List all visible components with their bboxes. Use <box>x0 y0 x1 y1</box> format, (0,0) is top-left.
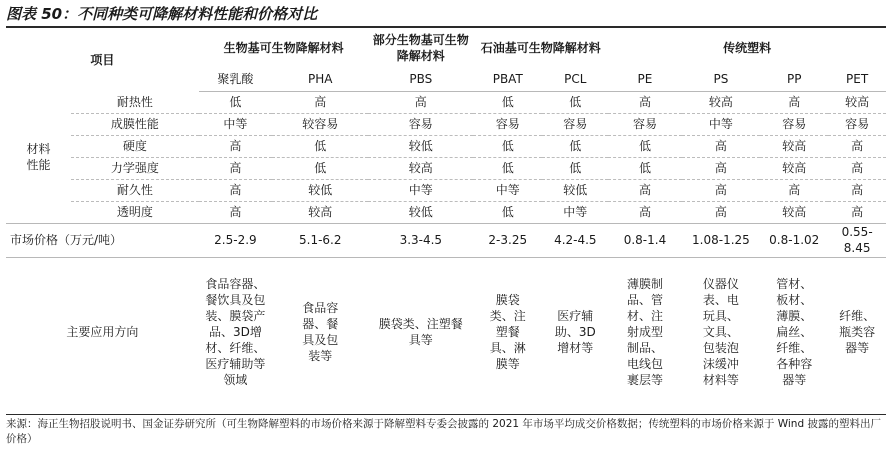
table-cell: 高 <box>608 179 681 201</box>
table-cell: 高 <box>414 95 427 109</box>
application-cell: 医疗辅助、3D增材等 <box>554 309 596 356</box>
material-header: PBAT <box>473 67 542 91</box>
table-cell: 低 <box>569 95 582 109</box>
table-cell: 容易 <box>828 113 886 135</box>
table-cell: 低 <box>473 157 542 179</box>
property-name: 力学强度 <box>71 157 199 179</box>
property-name: 透明度 <box>71 201 199 223</box>
table-cell: 低 <box>473 135 542 157</box>
material-header: 聚乳酸 <box>199 67 272 91</box>
application-row <box>6 257 886 407</box>
table-cell: 中等 <box>368 179 473 201</box>
table-cell: 较低 <box>542 179 608 201</box>
property-row <box>6 135 886 157</box>
material-header: PS <box>682 67 761 91</box>
table-cell: 高 <box>199 157 272 179</box>
group-header-traditional: 传统塑料 <box>723 41 772 55</box>
material-header: PBS <box>368 67 473 91</box>
comparison-table <box>6 29 886 407</box>
item-header: 项目 <box>90 53 115 67</box>
table-cell: 容易 <box>473 113 542 135</box>
table-cell: 高 <box>828 179 886 201</box>
table-cell: 较低 <box>272 179 368 201</box>
price-value: 5.1-6.2 <box>272 223 368 257</box>
table-cell: 较高 <box>760 157 828 179</box>
table-cell: 低 <box>608 157 681 179</box>
application-cell: 膜袋类、注塑餐具等 <box>378 317 463 348</box>
table-cell: 低 <box>608 135 681 157</box>
table-cell: 高 <box>828 135 886 157</box>
price-value: 3.3-4.5 <box>368 223 473 257</box>
group-header-bio: 生物基可生物降解材料 <box>223 41 344 55</box>
price-row <box>6 223 886 257</box>
property-row <box>6 113 886 135</box>
title-rule <box>6 26 886 28</box>
material-header: PCL <box>542 67 608 91</box>
group-header-petro: 石油基可生物降解材料 <box>480 41 601 55</box>
table-cell: 高 <box>682 157 761 179</box>
table-cell: 低 <box>501 95 514 109</box>
table-cell: 高 <box>638 95 651 109</box>
group-header-row <box>6 29 886 67</box>
price-value: 2.5-2.9 <box>199 223 272 257</box>
property-name: 硬度 <box>71 135 199 157</box>
table-cell: 较高 <box>708 95 733 109</box>
table-cell: 高 <box>760 179 828 201</box>
property-row <box>6 157 886 179</box>
property-name: 成膜性能 <box>71 113 199 135</box>
price-value: 1.08-1.25 <box>682 223 761 257</box>
material-header: PHA <box>272 67 368 91</box>
table-cell: 较低 <box>368 135 473 157</box>
table-cell: 高 <box>828 157 886 179</box>
table-cell: 高 <box>199 179 272 201</box>
table-cell: 低 <box>542 135 608 157</box>
table-cell: 较高 <box>272 201 368 223</box>
table-cell: 低 <box>473 201 542 223</box>
chart-title: 图表 50：不同种类可降解材料性能和价格对比 <box>6 5 318 23</box>
property-name: 耐久性 <box>71 179 199 201</box>
application-cell: 薄膜制品、管材、注射成型制品、电线包裹层等 <box>626 277 663 388</box>
table-cell: 高 <box>682 135 761 157</box>
price-value: 0.55-8.45 <box>828 223 886 257</box>
table-cell: 中等 <box>473 179 542 201</box>
table-cell: 低 <box>272 135 368 157</box>
table-cell: 高 <box>199 135 272 157</box>
table-cell: 低 <box>229 95 242 109</box>
table-cell: 较高 <box>760 201 828 223</box>
table-cell: 高 <box>314 95 327 109</box>
property-row <box>6 179 886 201</box>
application-label: 主要应用方向 <box>66 325 139 340</box>
property-row <box>6 201 886 223</box>
material-header: PP <box>760 67 828 91</box>
material-header: PE <box>608 67 681 91</box>
table-cell: 容易 <box>760 113 828 135</box>
table-cell: 容易 <box>542 113 608 135</box>
application-cell: 食品容器、餐具及包装等 <box>302 301 339 364</box>
table-cell: 较高 <box>845 95 870 109</box>
table-cell: 容易 <box>368 113 473 135</box>
table-cell: 较高 <box>368 157 473 179</box>
table-cell: 中等 <box>682 113 761 135</box>
table-cell: 高 <box>788 95 801 109</box>
property-name: 耐热性 <box>116 94 153 109</box>
table-cell: 较低 <box>368 201 473 223</box>
price-value: 2-3.25 <box>473 223 542 257</box>
source-note: 来源：海正生物招股说明书、国金证券研究所（可生物降解塑料的市场价格来源于降解塑料专委会披露的 2021 年市场平均成交价格数据；传统塑料的市场价格来源于 Wind 披露的塑料出厂价格） <box>6 414 886 447</box>
property-row <box>6 91 886 113</box>
table-cell: 中等 <box>542 201 608 223</box>
application-cell: 纤维、瓶类容器等 <box>839 309 876 356</box>
application-cell: 仪器仪表、电玩具、文具、包装泡沫缓冲材料等 <box>702 277 739 388</box>
table-cell: 高 <box>199 201 272 223</box>
table-cell: 较容易 <box>272 113 368 135</box>
table-cell: 容易 <box>608 113 681 135</box>
application-cell: 膜袋类、注塑餐具、淋膜等 <box>489 293 526 372</box>
category-label: 材料性能 <box>6 91 71 223</box>
table-cell: 低 <box>272 157 368 179</box>
table-cell: 高 <box>682 201 761 223</box>
group-header-partial-bio: 部分生物基可生物降解材料 <box>372 33 469 63</box>
table-cell: 较高 <box>760 135 828 157</box>
table-cell: 中等 <box>199 113 272 135</box>
table-cell: 低 <box>542 157 608 179</box>
price-value: 4.2-4.5 <box>542 223 608 257</box>
table-cell: 高 <box>682 179 761 201</box>
price-value: 0.8-1.02 <box>760 223 828 257</box>
material-header: PET <box>828 67 886 91</box>
price-label: 市场价格（万元/吨） <box>6 223 199 257</box>
table-cell: 高 <box>608 201 681 223</box>
table-cell: 高 <box>828 201 886 223</box>
application-cell: 食品容器、餐饮具及包装、膜袋产品、3D增材、纤维、医疗辅助等领域 <box>205 277 266 388</box>
application-cell: 管材、板材、薄膜、扁丝、纤维、各种容器等 <box>776 277 813 388</box>
price-value: 0.8-1.4 <box>608 223 681 257</box>
